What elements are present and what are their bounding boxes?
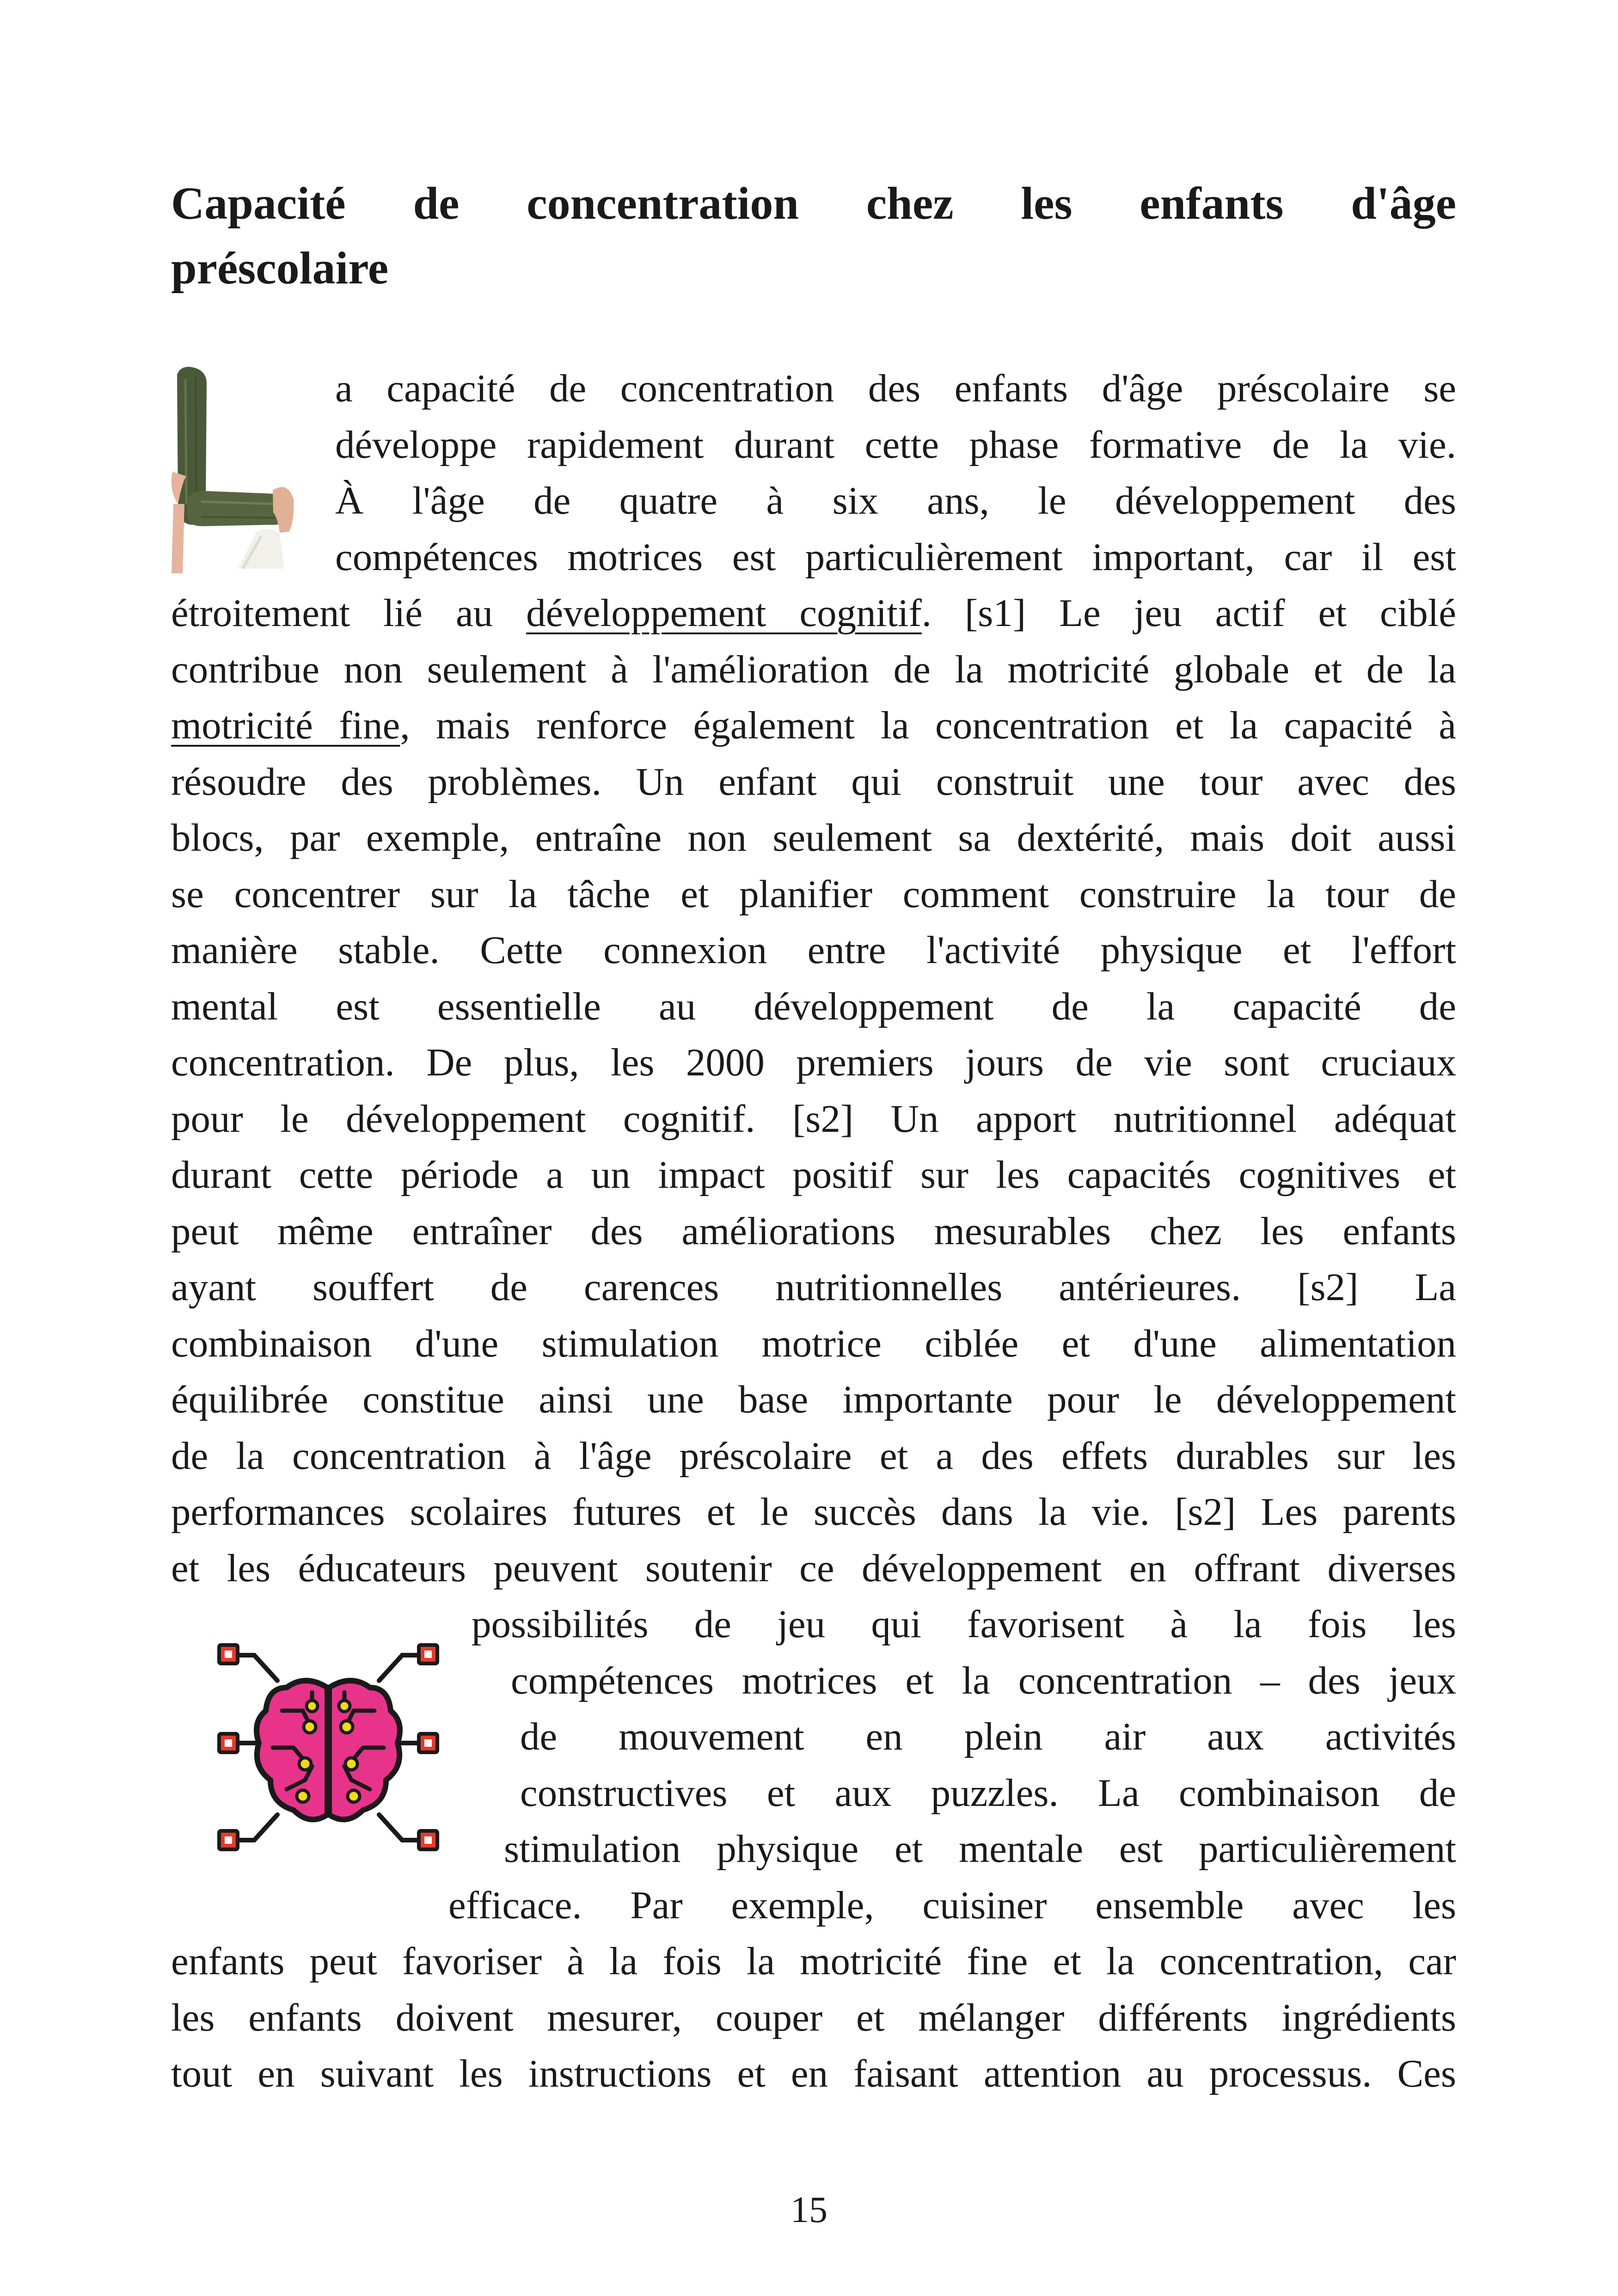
text-line: performances scolaires futures et le succès dans la vie. [s2] Les parents (171, 1490, 1456, 1534)
circuit-brain-icon (213, 1637, 444, 1877)
text-line: équilibrée constitue ainsi une base importante pour le développement (171, 1378, 1456, 1421)
text-line: résoudre des problèmes. Un enfant qui construit une tour avec des (171, 760, 1456, 804)
text-line: ayant souffert de carences nutritionnelles antérieures. [s2] La (171, 1265, 1456, 1309)
text-line: combinaison d'une stimulation motrice ciblée et d'une alimentation (171, 1321, 1456, 1365)
text-line: et les éducateurs peuvent soutenir ce développement en offrant diverses (171, 1546, 1456, 1590)
text-line: constructives et aux puzzles. La combinaison de (520, 1771, 1456, 1815)
text-line: motricité fine, mais renforce également la concentration et la capacité à (171, 704, 1456, 747)
text-line: pour le développement cognitif. [s2] Un apport nutritionnel adéquat (171, 1097, 1456, 1141)
text-line: concentration. De plus, les 2000 premiers jours de vie sont cruciaux (171, 1041, 1456, 1084)
text-line: développe rapidement durant cette phase formative de la vie. (335, 423, 1456, 467)
text-line: compétences motrices est particulièrement important, car il est (335, 535, 1456, 579)
text-line: tout en suivant les instructions et en faisant attention au processus. Ces (171, 2052, 1456, 2095)
text-line: se concentrer sur la tâche et planifier comment construire la tour de (171, 872, 1456, 916)
title-line: préscolaire (171, 242, 389, 294)
text-line: de la concentration à l'âge préscolaire et a des effets durables sur les (171, 1434, 1456, 1478)
text-line: possibilités de jeu qui favorisent à la fois les (472, 1602, 1456, 1646)
text-line: étroitement lié au développement cognitif. [s1] Le jeu actif et ciblé (171, 591, 1457, 635)
text-line: stimulation physique et mentale est particulièrement (504, 1827, 1456, 1871)
text-line: durant cette période a un impact positif sur les capacités cognitives et (171, 1153, 1456, 1197)
text-line: mental est essentielle au développement de la capacité de (171, 984, 1456, 1028)
link-motricite-fine[interactable]: motricité fine (171, 704, 400, 747)
text-line: efficace. Par exemple, cuisiner ensemble avec les (448, 1883, 1456, 1927)
page-number: 15 (791, 2190, 827, 2230)
page-title (171, 171, 1456, 301)
text-line: manière stable. Cette connexion entre l'activité physique et l'effort (171, 928, 1456, 972)
text-line: enfants peut favoriser à la fois la motricité fine et la concentration, car (171, 1940, 1456, 1983)
title-line: Capacité de concentration chez les enfants d'âge (171, 178, 1456, 229)
text-line: de mouvement en plein air aux activités (520, 1715, 1456, 1758)
text-line: les enfants doivent mesurer, couper et mélanger différents ingrédients (171, 1995, 1456, 2039)
text-line: À l'âge de quatre à six ans, le développement des (335, 479, 1456, 522)
text-line: contribue non seulement à l'amélioration de la motricité globale et de la (171, 647, 1456, 691)
text-line: blocs, par exemple, entraîne non seulement sa dextérité, mais doit aussi (171, 816, 1456, 859)
text-line: a capacité de concentration des enfants d'âge préscolaire se (335, 367, 1456, 410)
link-developpement-cognitif[interactable]: développement cognitif (526, 591, 922, 635)
text-line: compétences motrices et la concentration – des jeux (511, 1658, 1456, 1702)
text-line: peut même entraîner des améliorations mesurables chez les enfants (171, 1209, 1456, 1253)
